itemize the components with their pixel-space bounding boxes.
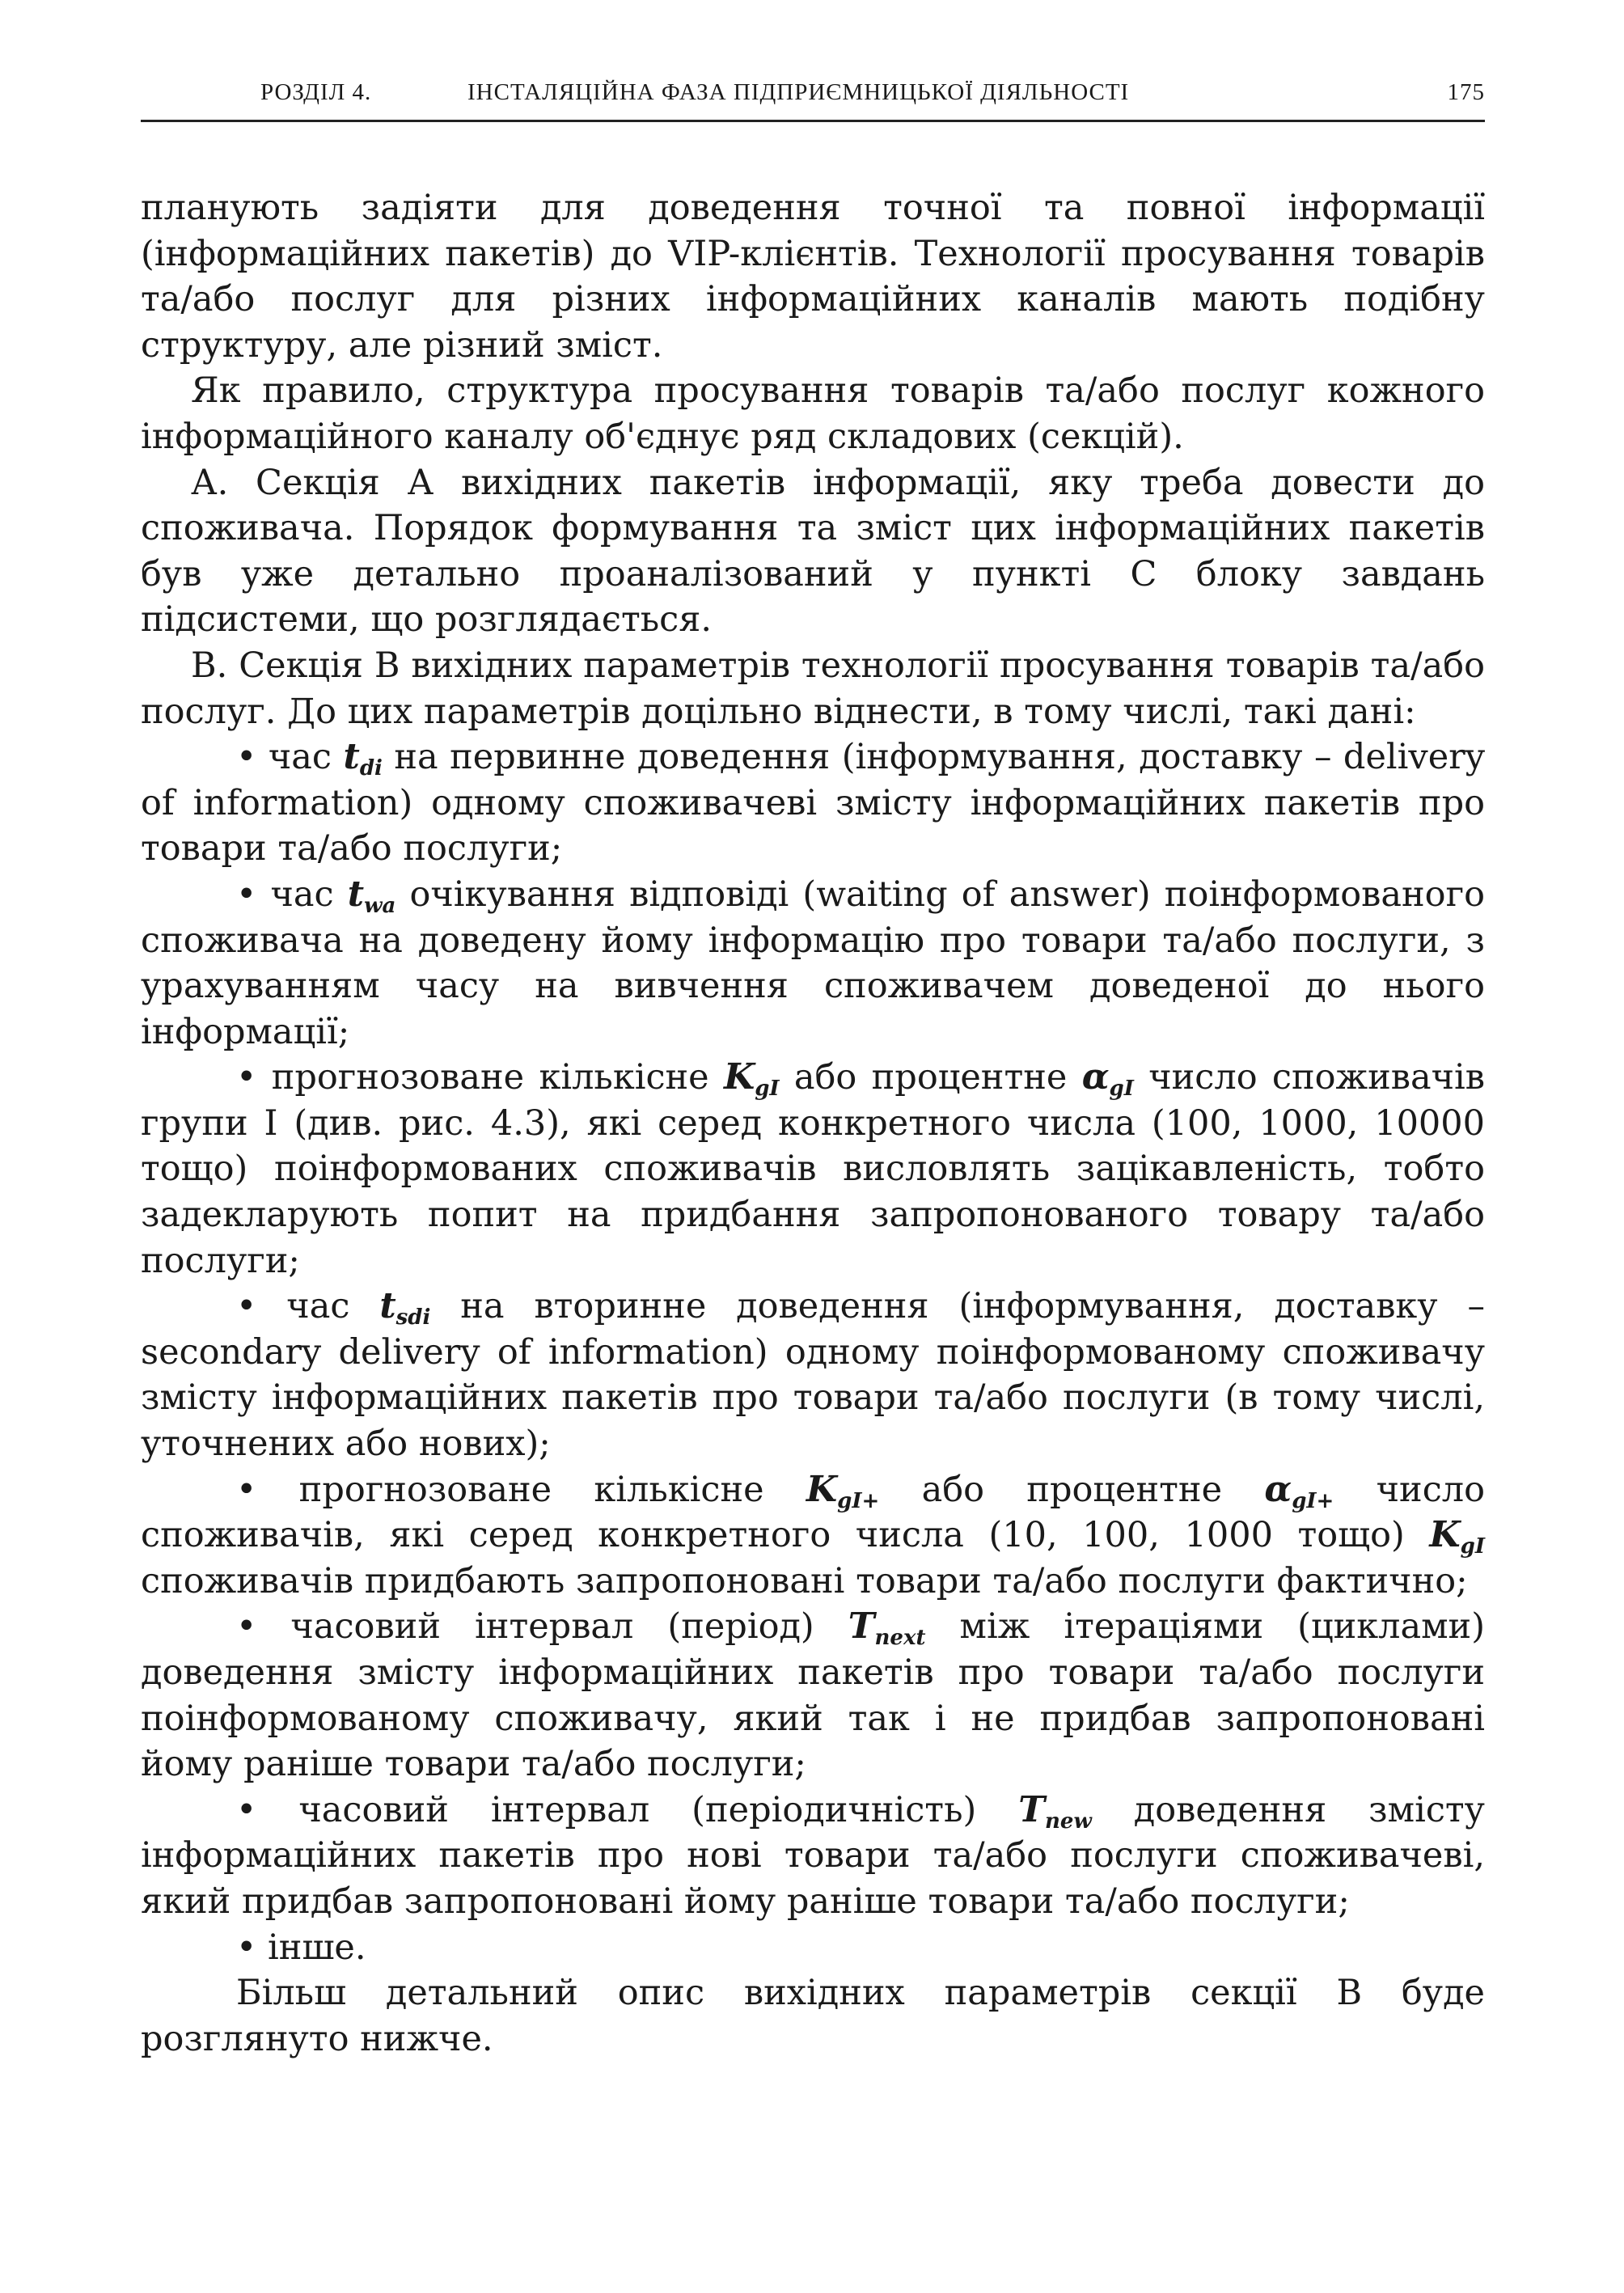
page-number: 175 — [1447, 79, 1485, 105]
list-item: • час $t_{di}$ на первинне доведення (інформування, доставку – delivery of information) одному споживачеві змісту інформаційних пакетів про товари та/або послуги; — [141, 736, 1485, 869]
math-symbol: $\alpha_{gI}$ — [1081, 1056, 1134, 1102]
math-symbol: $\alpha_{gI+}$ — [1264, 1468, 1334, 1513]
list-item: • часовий інтервал (період) $T_{next}$ між ітераціями (циклами) доведення змісту інформаційних пакетів про товари та/або послуги поінформованому споживачу, який так і не придбав запропоновані йому раніше товари та/або послуги; — [141, 1606, 1485, 1785]
math-symbol: $K_{gI}$ — [723, 1056, 780, 1102]
math-symbol: $T_{new}$ — [1018, 1788, 1092, 1834]
paragraph: планують задіяти для доведення точної та повної інформації (інформаційних пакетів) до VIP-клієнтів. Технології просування товарів та/або послуг для різних інформаційних каналів мають подібну структуру, але різний зміст. — [141, 188, 1485, 366]
chapter-title: ІНСТАЛЯЦІЙНА ФАЗА ПІДПРИЄМНИЦЬКОЇ ДІЯЛЬНОСТІ — [467, 79, 1130, 105]
math-symbol: $K_{gI}$ — [1429, 1514, 1485, 1559]
list-item: • прогнозоване кількісне $K_{gI+}$ або процентне $\alpha_{gI+}$ число споживачів, які серед конкретного числа (10, 100, 1000 тощо) $K_{gI}$ споживачів придбають запропоновані товари та/або послуги фактично; — [141, 1468, 1486, 1601]
math-symbol: $t_{di}$ — [343, 736, 383, 781]
list-item: • часовий інтервал (періодичність) $T_{new}$ доведення змісту інформаційних пакетів про нові товари та/або послуги споживачеві, який придбав запропоновані йому раніше товари та/або послуги; — [141, 1788, 1485, 1922]
math-symbol: $K_{gI+}$ — [806, 1468, 880, 1513]
list-item: • час $t_{wa}$ очікування відповіді (waiting of answer) поінформованого споживача на доведену йому інформацію про товари та/або послуги, з урахуванням часу на вивчення споживачем доведеної до нього інформації; — [141, 873, 1485, 1052]
math-symbol: $T_{next}$ — [848, 1606, 926, 1651]
section-label: РОЗДІЛ 4. — [260, 79, 372, 105]
book-page — [141, 73, 1485, 2257]
math-symbol: $t_{sdi}$ — [379, 1285, 431, 1331]
running-header — [141, 73, 1485, 122]
paragraph: А. Секція А вихідних пакетів інформації, яку треба довести до споживача. Порядок формування та зміст цих інформаційних пакетів був уже детально проаналізований у пункті С блоку завдань підсистеми, що розглядається. — [141, 462, 1485, 641]
list-item: • час $t_{sdi}$ на вторинне доведення (інформування, доставку – secondary delivery of information) одному поінформованому споживачу змісту інформаційних пакетів про товари та/або послуги (в тому числі, уточнених або нових); — [141, 1285, 1485, 1465]
paragraph: В. Секція В вихідних параметрів технології просування товарів та/або послуг. До цих параметрів доцільно віднести, в тому числі, такі дані: — [141, 645, 1485, 732]
paragraph: Як правило, структура просування товарів та/або послуг кожного інформаційного каналу об'єднує ряд складових (секцій). — [141, 370, 1485, 457]
math-symbol: $t_{wa}$ — [347, 873, 396, 918]
paragraph: Більш детальний опис вихідних параметрів секції В буде розглянуто нижче. — [141, 1973, 1485, 2059]
body-text — [141, 185, 1485, 2062]
list-item: • прогнозоване кількісне $K_{gI}$ або процентне $\alpha_{gI}$ число споживачів групи І (див. рис. 4.3), які серед конкретного числа (100, 1000, 10000 тощо) поінформованих споживачів висловлять зацікавленість, тобто задекларують попит на придбання запропонованого товару та/або послуги; — [141, 1056, 1485, 1281]
list-item: • інше. — [236, 1927, 366, 1968]
